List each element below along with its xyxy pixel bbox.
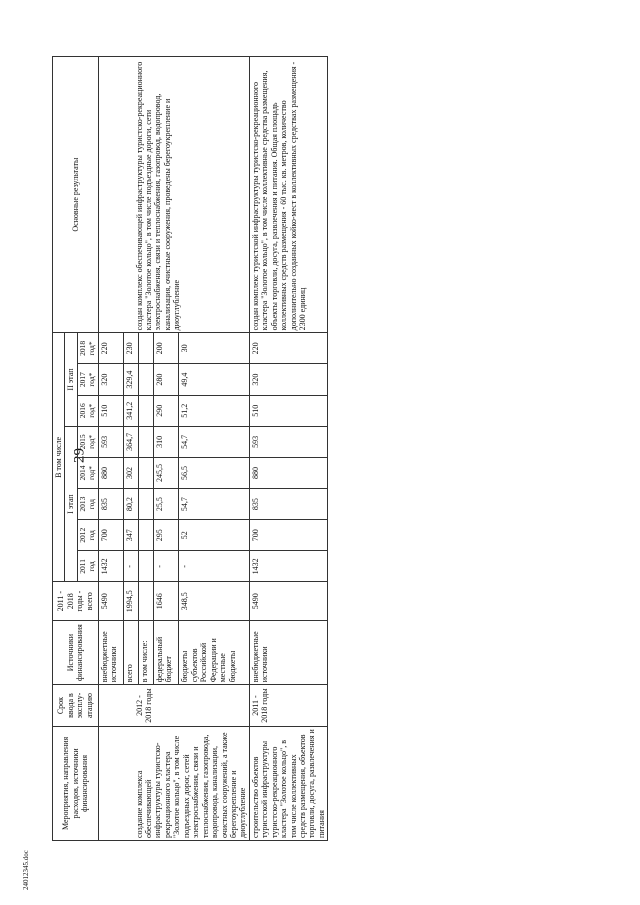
table-cell: 700 bbox=[98, 520, 124, 551]
table-cell: 1432 bbox=[249, 551, 328, 582]
header-year: 2014 год* bbox=[77, 457, 98, 488]
table-cell: 835 bbox=[98, 489, 124, 520]
table-cell: 1646 bbox=[153, 582, 179, 620]
table-cell bbox=[139, 333, 154, 364]
document-sheet bbox=[52, 56, 605, 841]
table-cell: 30 bbox=[179, 333, 249, 364]
table-cell: 56,5 bbox=[179, 457, 249, 488]
table-cell bbox=[139, 582, 154, 620]
table-cell: 880 bbox=[249, 457, 328, 488]
table-cell: 510 bbox=[249, 395, 328, 426]
table-cell: 329,4 bbox=[124, 364, 139, 395]
table-cell: 593 bbox=[249, 426, 328, 457]
table-cell: 80,2 bbox=[124, 489, 139, 520]
block2-deadline: 2011 - 2018 годы bbox=[249, 685, 328, 727]
table-cell bbox=[139, 395, 154, 426]
footer-code: 24012345.doc bbox=[22, 850, 30, 890]
table-cell: 348,5 bbox=[179, 582, 249, 620]
table-cell: 364,7 bbox=[124, 426, 139, 457]
table-cell: 295 bbox=[153, 520, 179, 551]
table-cell: 25,5 bbox=[153, 489, 179, 520]
header-sources: Источники финансирования bbox=[53, 620, 99, 684]
table-cell: 347 bbox=[124, 520, 139, 551]
table-cell: - bbox=[153, 551, 179, 582]
table-cell: 220 bbox=[98, 333, 124, 364]
table-cell: 245,5 bbox=[153, 457, 179, 488]
table-cell: 220 bbox=[249, 333, 328, 364]
table-cell bbox=[139, 489, 154, 520]
block1-deadline: 2012 - 2018 годы bbox=[98, 685, 249, 727]
table-cell: 54,7 bbox=[179, 489, 249, 520]
table-cell: 230 bbox=[124, 333, 139, 364]
table-cell: - bbox=[179, 551, 249, 582]
header-stage1: I этап bbox=[65, 426, 77, 582]
table-cell: 200 bbox=[153, 333, 179, 364]
header-total: 2011 - 2018 годы - всего bbox=[53, 582, 99, 620]
block2-activity: строительство объектов туристской инфраструктуры туристско-рекреационного кластера "Золотое кольцо", в том числе коллективных средств размещения, объектов торговли, досуга, развлечения и питания bbox=[249, 726, 328, 840]
table-cell: 510 bbox=[98, 395, 124, 426]
header-including: В том числе bbox=[53, 333, 65, 582]
header-year: 2013 год bbox=[77, 489, 98, 520]
header-year: 2017 год* bbox=[77, 364, 98, 395]
table-cell: 700 bbox=[249, 520, 328, 551]
program-table bbox=[52, 56, 328, 841]
header-deadline: Срок ввода в эксплу-атацию bbox=[53, 685, 99, 727]
table-cell-source: федеральный бюджет bbox=[153, 620, 179, 684]
table-cell-source: в том числе: bbox=[139, 620, 154, 684]
table-cell-source: внебюджетные источники bbox=[98, 620, 124, 684]
header-year: 2012 год bbox=[77, 520, 98, 551]
table-cell bbox=[139, 457, 154, 488]
header-stage2: II этап bbox=[65, 333, 77, 426]
table-cell: - bbox=[124, 551, 139, 582]
table-cell: 49,4 bbox=[179, 364, 249, 395]
table-cell: 593 bbox=[98, 426, 124, 457]
table-cell: 880 bbox=[98, 457, 124, 488]
table-cell: 1994,5 bbox=[124, 582, 139, 620]
table-cell: 52 bbox=[179, 520, 249, 551]
header-results: Основные результаты bbox=[53, 57, 99, 333]
table-cell bbox=[139, 364, 154, 395]
block1-activity: создание комплекса обеспечивающей инфраструктуры туристско-рекреационного кластера "Золотое кольцо", в том числе подъездных дорог, сетей электроснабжения, связи и теплоснабжения, газопровода, водопровода, канализации, очистных сооружений, а также берегоукрепление и диоуглубление bbox=[98, 726, 249, 840]
table-cell: 835 bbox=[249, 489, 328, 520]
block1-result: создан комплекс обеспечивающей инфраструктуры туристско-рекреационного кластера "Золотое кольцо", в том числе подъездные дороги, сети электроснабжения, связи и теплоснабжения, газопровод, водопровод, канализация, очистные сооружения, проведены берегоукрепление и диоуглубление bbox=[98, 57, 249, 333]
table-cell: 5490 bbox=[98, 582, 124, 620]
header-year: 2015 год* bbox=[77, 426, 98, 457]
header-activity: Мероприятия, направления расходов, источники финансирования bbox=[53, 726, 99, 840]
table-cell: 320 bbox=[98, 364, 124, 395]
table-cell bbox=[139, 551, 154, 582]
table-cell: 5490 bbox=[249, 582, 328, 620]
table-cell: 1432 bbox=[98, 551, 124, 582]
table-cell: 341,2 bbox=[124, 395, 139, 426]
table-cell: 320 bbox=[249, 364, 328, 395]
table-cell: 310 bbox=[153, 426, 179, 457]
table-cell bbox=[139, 426, 154, 457]
table-cell: 290 bbox=[153, 395, 179, 426]
table-cell bbox=[139, 520, 154, 551]
table-cell: 51,2 bbox=[179, 395, 249, 426]
table-cell: 54,7 bbox=[179, 426, 249, 457]
page-number: 29 bbox=[71, 448, 88, 463]
table-cell-source: внебюджетные источники bbox=[249, 620, 328, 684]
header-year: 2018 год* bbox=[77, 333, 98, 364]
table-cell-source: бюджеты субъектов Российской Федерации и местные бюджеты bbox=[179, 620, 249, 684]
table-cell: 302 bbox=[124, 457, 139, 488]
header-year: 2016 год* bbox=[77, 395, 98, 426]
block2-result: создан комплекс туристской инфраструктуры туристско-рекреационного кластера "Золотое кольцо", в том числе коллективные средства размещения, объекты торговли, досуга, развлечения и питания. Общая площадь коллективных средств размещения - 60 тыс. кв. метров, количество дополнительно созданных койко-мест в коллективных средствах размещения - 2300 единиц bbox=[249, 57, 328, 333]
table-cell: 280 bbox=[153, 364, 179, 395]
table-cell-source: всего bbox=[124, 620, 139, 684]
header-year: 2011 год bbox=[77, 551, 98, 582]
